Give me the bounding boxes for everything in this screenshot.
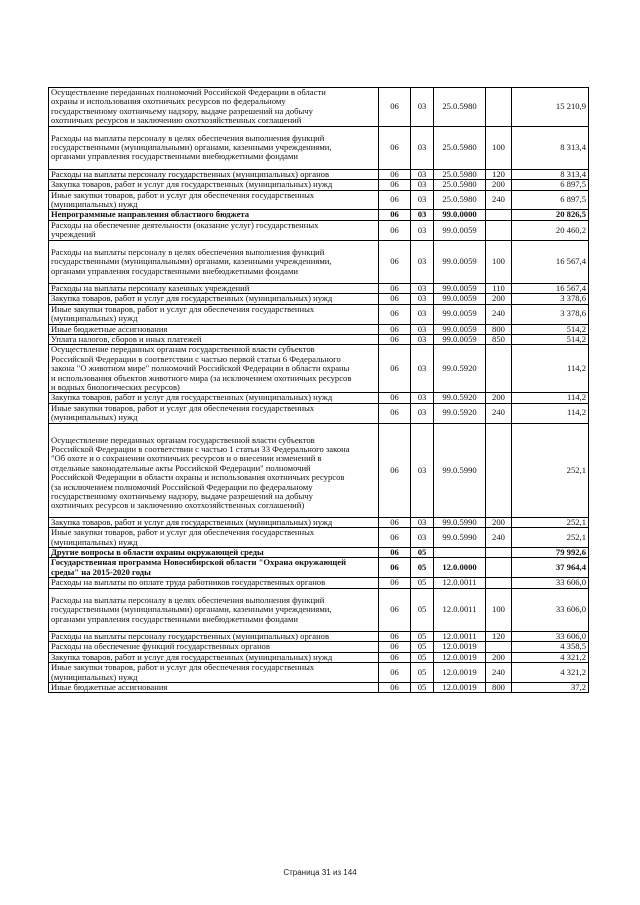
row-target-item: 25.0.5980	[434, 169, 486, 179]
row-target-item: 12.0.0011	[434, 631, 486, 641]
row-description: Иные бюджетные ассигнования	[49, 682, 379, 692]
row-section: 06	[379, 210, 411, 220]
row-subsection: 03	[411, 169, 434, 179]
row-expense-type	[486, 210, 512, 220]
row-section: 06	[379, 324, 411, 334]
row-description: Государственная программа Новосибирской области "Охрана окружающей среды" на 2015-2020 годы	[49, 558, 379, 578]
row-subsection: 03	[411, 210, 434, 220]
row-description: Расходы на выплаты персоналу в целях обеспечения выполнения функций государственными (муниципальными) органами, казенными учреждениями, органами управления государственными внебюджетными фондами	[49, 240, 379, 283]
row-target-item: 99.0.5990	[434, 517, 486, 527]
row-amount: 16 567,4	[512, 240, 589, 283]
row-section: 06	[379, 88, 411, 127]
row-description: Закупка товаров, работ и услуг для государственных (муниципальных) нужд	[49, 652, 379, 662]
row-section: 06	[379, 631, 411, 641]
row-description: Осуществление переданных органам государственной власти субъектов Российской Федерации в соответствии с частью 1 статьи 33 Федерального закона "Об охоте и о сохранении охотничьих ресурсов и о внесении изменений в отдельные законодательные акты Российской Федерации" полномочий Российской Федерации в области охраны и использования охотничьих ресурсов (за исключением полномочий Российской Федерации по федеральному государственному охотничьему надзору, выдаче разрешений на добычу охотничьих ресурсов и заключению охотхозяйственных соглашений)	[49, 423, 379, 517]
row-subsection: 03	[411, 345, 434, 393]
row-description: Расходы на обеспечение деятельности (оказание услуг) государственных учреждений	[49, 220, 379, 240]
row-target-item: 99.0.0059	[434, 294, 486, 304]
row-target-item: 99.0.5920	[434, 403, 486, 423]
table-row	[49, 324, 589, 334]
row-expense-type	[486, 423, 512, 517]
row-description: Закупка товаров, работ и услуг для государственных (муниципальных) нужд	[49, 393, 379, 403]
row-expense-type: 240	[486, 190, 512, 210]
row-description: Иные закупки товаров, работ и услуг для обеспечения государственных (муниципальных) нужд	[49, 528, 379, 548]
row-amount: 252,1	[512, 528, 589, 548]
row-subsection: 05	[411, 631, 434, 641]
row-expense-type: 100	[486, 240, 512, 283]
row-subsection: 05	[411, 642, 434, 652]
row-expense-type: 200	[486, 294, 512, 304]
table-row	[49, 334, 589, 344]
row-description: Другие вопросы в области охраны окружающей среды	[49, 548, 379, 558]
budget-table	[48, 87, 589, 693]
row-section: 06	[379, 220, 411, 240]
row-expense-type	[486, 642, 512, 652]
row-section: 06	[379, 180, 411, 190]
row-amount: 3 378,6	[512, 304, 589, 324]
row-subsection: 03	[411, 294, 434, 304]
row-amount: 33 606,0	[512, 578, 589, 588]
row-section: 06	[379, 240, 411, 283]
row-target-item: 25.0.5980	[434, 180, 486, 190]
row-description: Осуществление переданных органам государственной власти субъектов Российской Федерации в соответствии с частью первой статьи 6 Федерального закона "О животном мире" полномочий Российской Федерации в области охраны и использования объектов животного мира (за исключением охотничьих ресурсов и водных биологических ресурсов)	[49, 345, 379, 393]
row-expense-type	[486, 345, 512, 393]
row-subsection: 05	[411, 652, 434, 662]
row-subsection: 03	[411, 403, 434, 423]
row-target-item: 99.0.5990	[434, 528, 486, 548]
row-target-item: 12.0.0011	[434, 578, 486, 588]
row-expense-type: 800	[486, 324, 512, 334]
budget-table-body	[49, 88, 589, 693]
row-target-item: 99.0.5990	[434, 423, 486, 517]
row-target-item: 99.0.0059	[434, 324, 486, 334]
row-expense-type: 120	[486, 631, 512, 641]
row-target-item	[434, 548, 486, 558]
table-row	[49, 528, 589, 548]
row-description: Иные закупки товаров, работ и услуг для обеспечения государственных (муниципальных) нужд	[49, 403, 379, 423]
row-target-item: 99.0.0059	[434, 240, 486, 283]
table-row	[49, 588, 589, 631]
row-subsection: 05	[411, 548, 434, 558]
row-subsection: 05	[411, 578, 434, 588]
row-amount: 37 964,4	[512, 558, 589, 578]
row-expense-type: 240	[486, 403, 512, 423]
row-subsection: 03	[411, 126, 434, 169]
row-section: 06	[379, 283, 411, 293]
table-row	[49, 240, 589, 283]
page-number: Страница 31 из 144	[283, 868, 357, 877]
row-section: 06	[379, 403, 411, 423]
row-expense-type: 200	[486, 393, 512, 403]
table-row	[49, 283, 589, 293]
row-description: Иные закупки товаров, работ и услуг для обеспечения государственных (муниципальных) нужд	[49, 663, 379, 683]
row-target-item: 12.0.0019	[434, 663, 486, 683]
row-target-item: 99.0.0059	[434, 220, 486, 240]
table-row	[49, 652, 589, 662]
row-description: Уплата налогов, сборов и иных платежей	[49, 334, 379, 344]
row-target-item: 12.0.0019	[434, 642, 486, 652]
row-target-item: 25.0.5980	[434, 88, 486, 127]
row-target-item: 99.0.0000	[434, 210, 486, 220]
row-subsection: 05	[411, 558, 434, 578]
row-description: Расходы на выплаты персоналу в целях обеспечения выполнения функций государственными (муниципальными) органами, казенными учреждениями, органами управления государственными внебюджетными фондами	[49, 126, 379, 169]
row-amount: 4 358,5	[512, 642, 589, 652]
row-section: 06	[379, 682, 411, 692]
row-expense-type: 850	[486, 334, 512, 344]
row-description: Расходы на выплаты персоналу казенных учреждений	[49, 283, 379, 293]
table-row	[49, 180, 589, 190]
table-row	[49, 631, 589, 641]
row-subsection: 03	[411, 517, 434, 527]
row-description: Закупка товаров, работ и услуг для государственных (муниципальных) нужд	[49, 517, 379, 527]
row-amount: 114,2	[512, 393, 589, 403]
table-row	[49, 548, 589, 558]
row-section: 06	[379, 517, 411, 527]
row-amount: 79 992,6	[512, 548, 589, 558]
row-description: Расходы на выплаты по оплате труда работников государственных органов	[49, 578, 379, 588]
row-amount: 37,2	[512, 682, 589, 692]
row-expense-type: 120	[486, 169, 512, 179]
row-subsection: 03	[411, 528, 434, 548]
row-section: 06	[379, 663, 411, 683]
table-row	[49, 517, 589, 527]
row-section: 06	[379, 190, 411, 210]
table-row	[49, 210, 589, 220]
row-subsection: 05	[411, 588, 434, 631]
row-section: 06	[379, 578, 411, 588]
row-section: 06	[379, 642, 411, 652]
row-subsection: 05	[411, 682, 434, 692]
row-subsection: 03	[411, 334, 434, 344]
row-subsection: 03	[411, 240, 434, 283]
row-target-item: 12.0.0019	[434, 652, 486, 662]
row-target-item: 12.0.0011	[434, 588, 486, 631]
row-description: Расходы на выплаты персоналу в целях обеспечения выполнения функций государственными (муниципальными) органами, казенными учреждениями, органами управления государственными внебюджетными фондами	[49, 588, 379, 631]
table-row	[49, 304, 589, 324]
row-description: Иные бюджетные ассигнования	[49, 324, 379, 334]
row-description: Расходы на обеспечение функций государственных органов	[49, 642, 379, 652]
row-section: 06	[379, 169, 411, 179]
table-row	[49, 663, 589, 683]
table-row	[49, 558, 589, 578]
table-row	[49, 403, 589, 423]
row-expense-type: 200	[486, 180, 512, 190]
row-amount: 33 606,0	[512, 631, 589, 641]
row-target-item: 99.0.5920	[434, 345, 486, 393]
row-description: Непрограммные направления областного бюджета	[49, 210, 379, 220]
row-subsection: 03	[411, 324, 434, 334]
row-subsection: 03	[411, 423, 434, 517]
row-subsection: 03	[411, 180, 434, 190]
row-section: 06	[379, 652, 411, 662]
row-amount: 6 897,5	[512, 180, 589, 190]
row-subsection: 03	[411, 220, 434, 240]
row-target-item: 12.0.0019	[434, 682, 486, 692]
row-section: 06	[379, 393, 411, 403]
table-row	[49, 190, 589, 210]
row-amount: 20 460,2	[512, 220, 589, 240]
row-section: 06	[379, 423, 411, 517]
row-section: 06	[379, 528, 411, 548]
row-section: 06	[379, 345, 411, 393]
row-subsection: 03	[411, 393, 434, 403]
table-row	[49, 345, 589, 393]
row-amount: 33 606,0	[512, 588, 589, 631]
row-expense-type: 240	[486, 304, 512, 324]
row-description: Расходы на выплаты персоналу государственных (муниципальных) органов	[49, 169, 379, 179]
row-description: Иные закупки товаров, работ и услуг для обеспечения государственных (муниципальных) нужд	[49, 304, 379, 324]
row-amount: 252,1	[512, 517, 589, 527]
row-target-item: 12.0.0000	[434, 558, 486, 578]
row-subsection: 03	[411, 304, 434, 324]
row-section: 06	[379, 304, 411, 324]
row-expense-type	[486, 548, 512, 558]
row-subsection: 05	[411, 663, 434, 683]
row-subsection: 03	[411, 283, 434, 293]
row-expense-type: 240	[486, 663, 512, 683]
row-amount: 114,2	[512, 403, 589, 423]
row-amount: 114,2	[512, 345, 589, 393]
table-row	[49, 578, 589, 588]
row-target-item: 25.0.5980	[434, 190, 486, 210]
row-description: Закупка товаров, работ и услуг для государственных (муниципальных) нужд	[49, 294, 379, 304]
row-description: Расходы на выплаты персоналу государственных (муниципальных) органов	[49, 631, 379, 641]
row-expense-type: 240	[486, 528, 512, 548]
row-subsection: 03	[411, 88, 434, 127]
row-section: 06	[379, 588, 411, 631]
row-amount: 4 321,2	[512, 663, 589, 683]
row-amount: 8 313,4	[512, 126, 589, 169]
row-expense-type	[486, 88, 512, 127]
row-expense-type	[486, 558, 512, 578]
table-row	[49, 126, 589, 169]
row-amount: 4 321,2	[512, 652, 589, 662]
row-section: 06	[379, 548, 411, 558]
table-row	[49, 220, 589, 240]
row-expense-type	[486, 220, 512, 240]
table-row	[49, 294, 589, 304]
row-target-item: 25.0.5980	[434, 126, 486, 169]
row-expense-type: 100	[486, 588, 512, 631]
row-amount: 8 313,4	[512, 169, 589, 179]
row-target-item: 99.0.5920	[434, 393, 486, 403]
row-expense-type: 100	[486, 126, 512, 169]
table-row	[49, 393, 589, 403]
row-expense-type: 200	[486, 517, 512, 527]
row-amount: 3 378,6	[512, 294, 589, 304]
table-row	[49, 88, 589, 127]
row-description: Закупка товаров, работ и услуг для государственных (муниципальных) нужд	[49, 180, 379, 190]
row-section: 06	[379, 126, 411, 169]
row-section: 06	[379, 558, 411, 578]
row-expense-type: 200	[486, 652, 512, 662]
row-target-item: 99.0.0059	[434, 304, 486, 324]
table-row	[49, 642, 589, 652]
row-amount: 20 826,5	[512, 210, 589, 220]
row-description: Иные закупки товаров, работ и услуг для обеспечения государственных (муниципальных) нужд	[49, 190, 379, 210]
row-subsection: 03	[411, 190, 434, 210]
row-target-item: 99.0.0059	[434, 334, 486, 344]
row-amount: 252,1	[512, 423, 589, 517]
row-section: 06	[379, 294, 411, 304]
row-description: Осуществление переданных полномочий Российской Федерации в области охраны и использования охотничьих ресурсов по федеральному государственному охотничьему надзору, выдаче разрешений на добычу охотничьих ресурсов и заключению охотхозяйственных соглашений	[49, 88, 379, 127]
row-amount: 16 567,4	[512, 283, 589, 293]
row-amount: 514,2	[512, 324, 589, 334]
table-row	[49, 423, 589, 517]
row-amount: 514,2	[512, 334, 589, 344]
table-row	[49, 682, 589, 692]
row-amount: 15 210,9	[512, 88, 589, 127]
table-row	[49, 169, 589, 179]
row-section: 06	[379, 334, 411, 344]
row-target-item: 99.0.0059	[434, 283, 486, 293]
row-expense-type: 110	[486, 283, 512, 293]
row-expense-type	[486, 578, 512, 588]
row-amount: 6 897,5	[512, 190, 589, 210]
row-expense-type: 800	[486, 682, 512, 692]
